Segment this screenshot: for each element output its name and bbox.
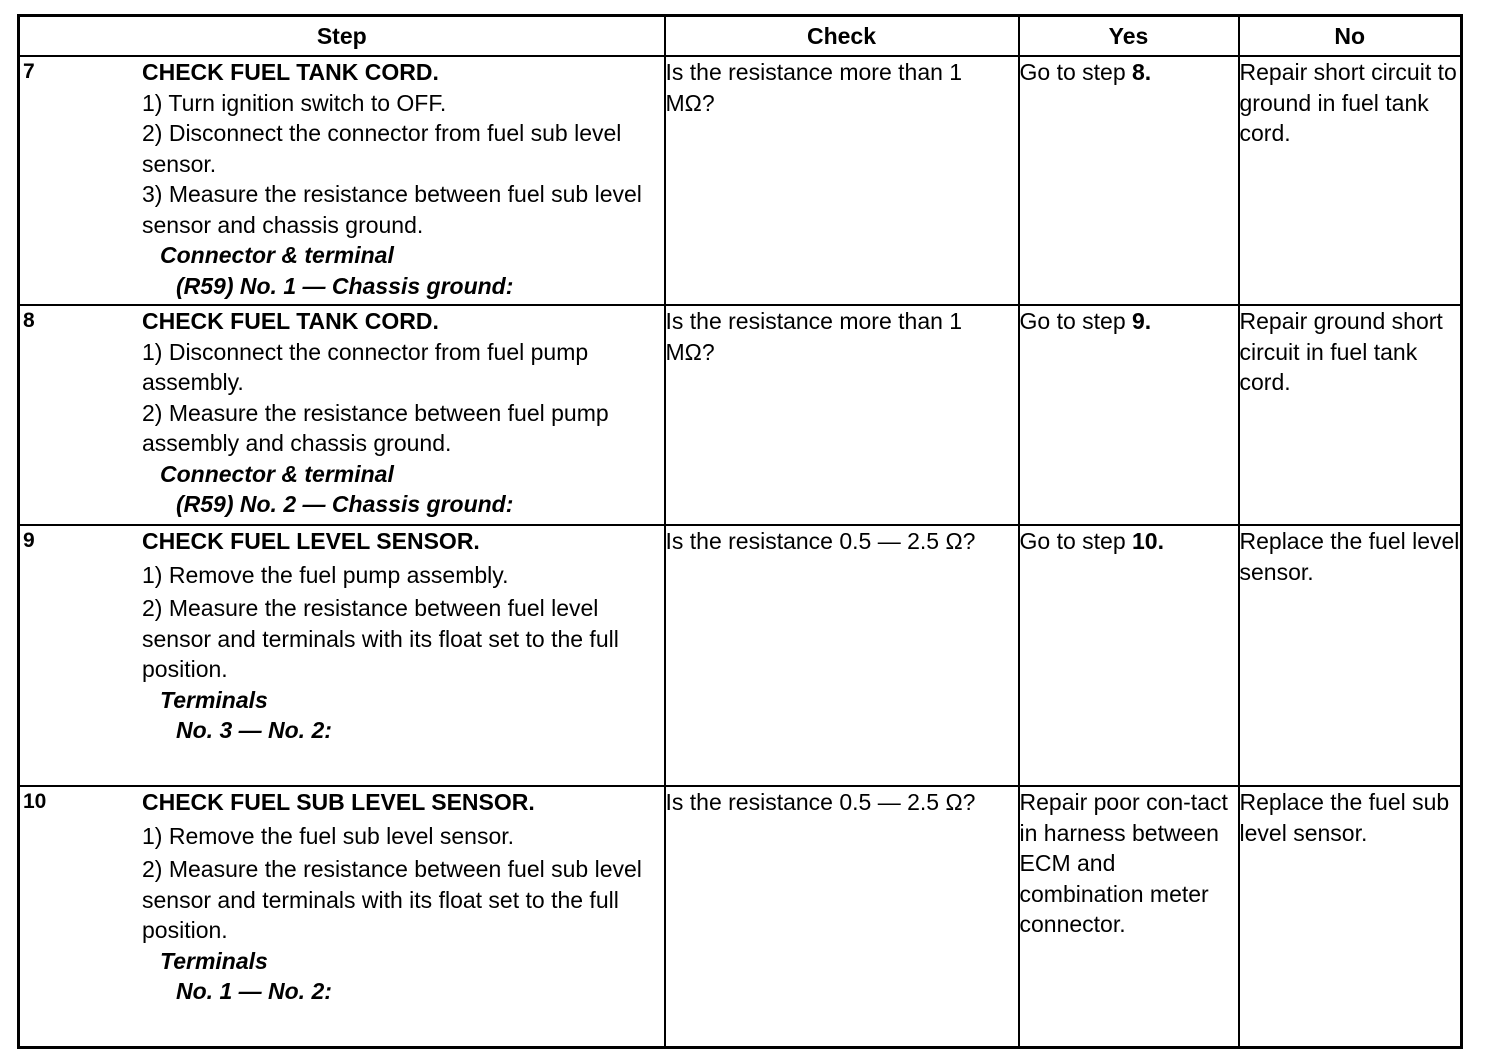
check-cell: Is the resistance 0.5 — 2.5 Ω? [665, 786, 1019, 1047]
yes-cell [1019, 56, 1239, 305]
table-row [19, 56, 1462, 305]
check-cell: Is the resistance more than 1 MΩ? [665, 305, 1019, 525]
instruction: 1) Remove the fuel pump assembly. [142, 561, 509, 588]
step-reference: 8. [1132, 59, 1152, 85]
no-cell: Repair short circuit to ground in fuel tank cord. [1239, 56, 1462, 305]
connector-value: (R59) No. 1 — Chassis ground: [176, 272, 514, 299]
instruction: 1) Remove the fuel sub level sensor. [142, 822, 515, 849]
no-cell: Repair ground short circuit in fuel tank cord. [1239, 305, 1462, 525]
instruction: 2) Measure the resistance between fuel sub level sensor and terminals with its float set to the full position. [142, 856, 642, 943]
yes-text: Go to step [1019, 59, 1133, 85]
step-reference: 9. [1132, 308, 1152, 334]
yes-text: Go to step [1019, 528, 1133, 554]
step-number: 9 [23, 529, 35, 552]
instruction: 2) Measure the resistance between fuel level sensor and terminals with its float set to the full position. [142, 595, 619, 682]
step-cell [19, 56, 665, 305]
header-row [19, 16, 1462, 57]
connector-heading: Connector & terminal [160, 242, 394, 268]
no-cell: Replace the fuel level sensor. [1239, 525, 1462, 786]
connector-heading: Connector & terminal [160, 460, 394, 487]
instruction: 3) Measure the resistance between fuel sub level sensor and chassis ground. [142, 181, 642, 238]
step-number: 10 [23, 790, 47, 813]
yes-cell [1019, 525, 1239, 786]
yes-text: Go to step [1019, 308, 1133, 334]
diagnostic-table [17, 14, 1463, 1049]
step-cell [19, 786, 665, 1047]
header-step: Step [19, 16, 665, 57]
table-row [19, 786, 1462, 1047]
step-cell [19, 525, 665, 786]
check-cell: Is the resistance 0.5 — 2.5 Ω? [665, 525, 1019, 786]
no-cell: Replace the fuel sub level sensor. [1239, 786, 1462, 1047]
header-yes: Yes [1019, 16, 1239, 57]
check-cell: Is the resistance more than 1 MΩ? [665, 56, 1019, 305]
step-reference: 10. [1132, 528, 1164, 554]
table-row [19, 525, 1462, 786]
header-check: Check [665, 16, 1019, 57]
yes-cell [1019, 305, 1239, 525]
step-title: CHECK FUEL TANK CORD. [142, 59, 439, 85]
terminals-heading: Terminals [160, 686, 268, 713]
step-title: CHECK FUEL TANK CORD. [142, 308, 439, 334]
step-title: CHECK FUEL LEVEL SENSOR. [142, 528, 480, 554]
header-no: No [1239, 16, 1462, 57]
instruction: 1) Disconnect the connector from fuel pump assembly. [142, 338, 589, 395]
terminals-value: No. 1 — No. 2: [176, 978, 332, 1004]
terminals-value: No. 3 — No. 2: [176, 717, 332, 743]
step-title: CHECK FUEL SUB LEVEL SENSOR. [142, 789, 535, 815]
table-row [19, 305, 1462, 525]
step-cell [19, 305, 665, 525]
connector-value: (R59) No. 2 — Chassis ground: [176, 491, 514, 517]
step-number: 7 [23, 60, 35, 83]
instruction: 2) Measure the resistance between fuel pump assembly and chassis ground. [142, 399, 609, 456]
instruction: 2) Disconnect the connector from fuel sub level sensor. [142, 120, 622, 177]
yes-cell: Repair poor con-tact in harness between ECM and combination meter connector. [1019, 786, 1239, 1047]
instruction: 1) Turn ignition switch to OFF. [142, 89, 447, 116]
step-number: 8 [23, 309, 35, 332]
terminals-heading: Terminals [160, 947, 268, 974]
